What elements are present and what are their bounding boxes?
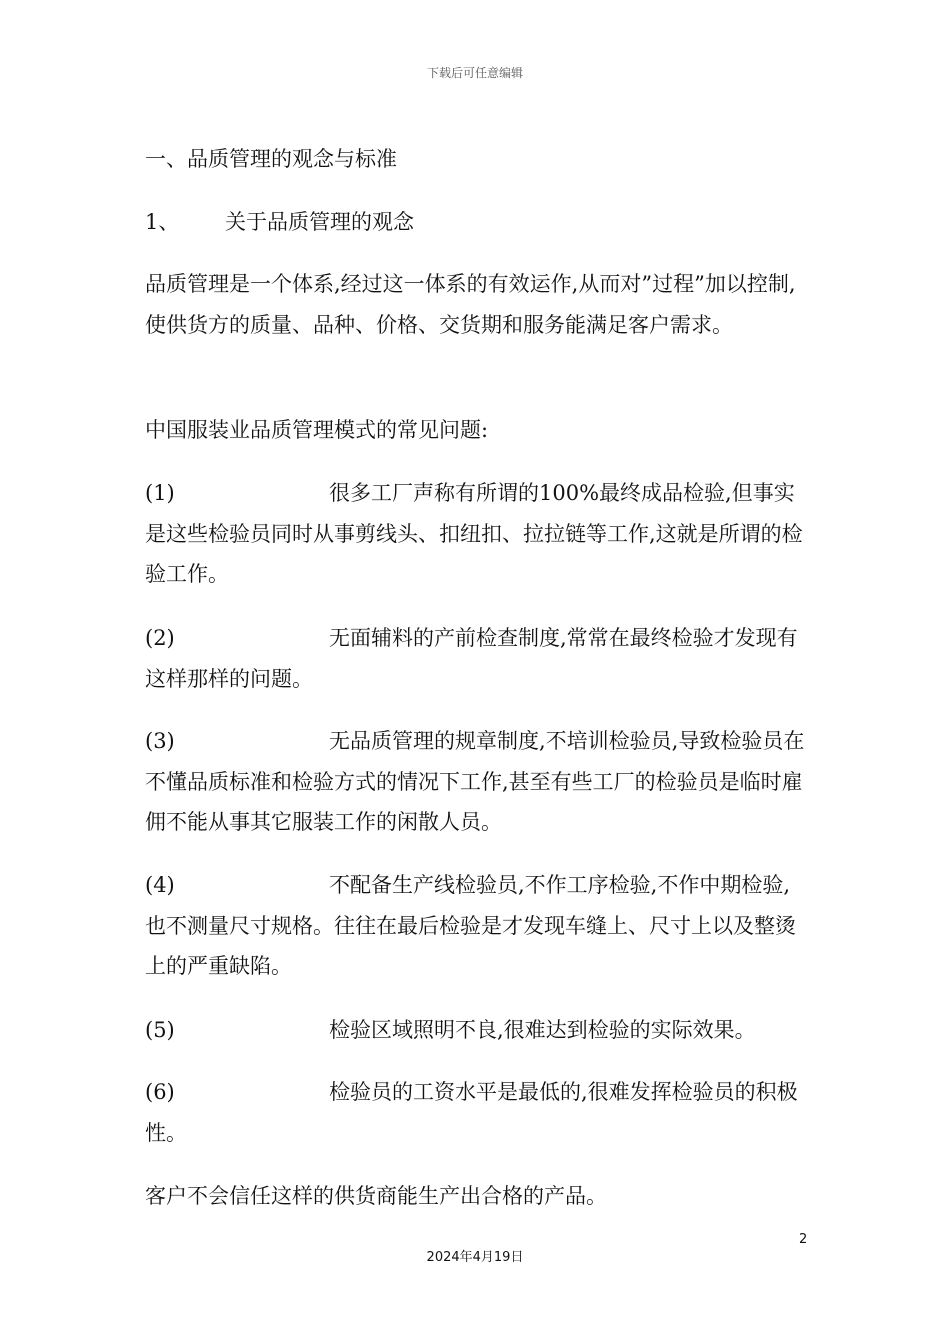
paragraph-definition: 品质管理是一个体系,经过这一体系的有效运作,从而对”过程”加以控制,使供货方的质量、品种、价格、交货期和服务能满足客户需求。 (145, 272, 796, 337)
section-number: 1、 (145, 210, 180, 234)
list-item (145, 473, 810, 595)
list-item-number: (1) (145, 481, 175, 505)
paragraph-conclusion: 客户不会信任这样的供货商能生产出合格的产品。 (145, 1184, 607, 1208)
list-item-number: (4) (145, 873, 175, 897)
list-item-text: 无面辅料的产前检查制度,常常在最终检验才发现有这样那样的问题。 (145, 626, 798, 691)
document-title: 一、品质管理的观念与标准 (145, 147, 397, 171)
footer-date: 2024年4月19日 (426, 1250, 524, 1265)
list-item-text: 无品质管理的规章制度,不培训检验员,导致检验员在不懂品质标准和检验方式的情况下工作,甚至有些工厂的检验员是临时雇佣不能从事其它服装工作的闲散人员。 (145, 729, 805, 834)
section-heading (145, 207, 414, 237)
list-item-number: (5) (145, 1018, 175, 1042)
list-item-text: 检验员的工资水平是最低的,很难发挥检验员的积极性。 (145, 1080, 798, 1145)
list-item-text: 不配备生产线检验员,不作工序检验,不作中期检验,也不测量尺寸规格。往往在最后检验是才发现车缝上、尺寸上以及整烫上的严重缺陷。 (145, 873, 796, 978)
list-item (145, 721, 810, 843)
list-item-text: 很多工厂声称有所谓的100%最终成品检验,但事实是这些检验员同时从事剪线头、扣纽扣、拉拉链等工作,这就是所谓的检验工作。 (145, 481, 803, 586)
page-header: 下载后可任意编辑 (426, 66, 523, 80)
list-item (145, 618, 810, 699)
list-item-text: 检验区域照明不良,很难达到检验的实际效果。 (329, 1018, 756, 1042)
list-item-number: (2) (145, 626, 175, 650)
list-item (145, 1072, 810, 1153)
paragraph-problems-intro: 中国服装业品质管理模式的常见问题: (145, 418, 489, 442)
list-item-number: (6) (145, 1080, 175, 1104)
list-item (145, 865, 810, 987)
list-item (145, 1010, 810, 1051)
list-item-number: (3) (145, 729, 175, 753)
page-number: 2 (799, 1232, 808, 1247)
section-title: 关于品质管理的观念 (225, 210, 414, 234)
